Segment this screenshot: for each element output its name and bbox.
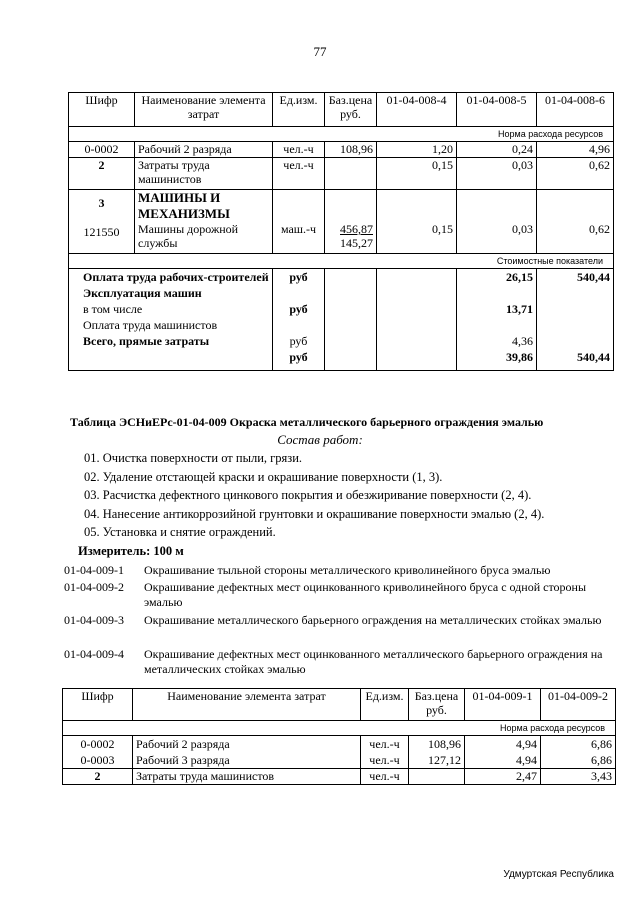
header-unit: Ед.изм. <box>361 689 409 721</box>
header-code: Шифр <box>63 689 133 721</box>
machines-value-1: 0,15 <box>432 222 453 236</box>
header-name: Наименование элемента затрат <box>133 689 361 721</box>
row-code: 2 <box>63 769 133 785</box>
header-col3: 01-04-008-6 <box>537 93 614 127</box>
cost-value-labor: 26,15 <box>506 270 533 284</box>
cost-unit-operators: руб <box>289 334 308 348</box>
machines-title: МАШИНЫ И МЕХАНИЗМЫ <box>138 190 230 221</box>
row-value-2: 3,43 <box>541 769 616 785</box>
row-code: 0-0002 <box>80 737 115 751</box>
header-base-price: Баз.цена руб. <box>325 93 377 127</box>
work-item: 03. Расчистка дефектного цинкового покрытия и обезжиривание поверхности (2, 4). <box>84 488 532 502</box>
header-col1: 01-04-009-1 <box>465 689 541 721</box>
work-item: 02. Удаление отстающей краски и окрашивание поверхности (1, 3). <box>84 470 443 484</box>
row-price <box>325 158 377 190</box>
row-value-1: 4,94 <box>516 753 537 767</box>
row-value-1: 0,15 <box>377 158 457 190</box>
row-unit: чел.-ч <box>273 142 325 158</box>
row-unit: чел.-ч <box>273 158 325 190</box>
table-title: Таблица ЭСНиЕРс-01-04-009 Окраска металлического барьерного ограждения эмалью <box>70 415 544 429</box>
row-price <box>409 769 465 785</box>
row-value-3: 0,62 <box>537 158 614 190</box>
table-header-row <box>69 93 614 127</box>
machines-price-1: 456,87 <box>340 222 373 236</box>
header-base-price: Баз.цена руб. <box>409 689 465 721</box>
item-code: 01-04-009-1 <box>64 563 124 577</box>
item-entry <box>64 647 614 677</box>
item-entry <box>64 613 614 628</box>
item-code: 01-04-009-4 <box>64 647 124 661</box>
cost-unit-labor: руб <box>289 270 308 284</box>
header-name: Наименование элемента затрат <box>135 93 273 127</box>
item-text: Окрашивание дефектных мест оцинкованного металлического барьерного ограждения на металлических стойках эмалью <box>144 647 603 676</box>
cost-value-total-col3: 540,44 <box>577 350 610 364</box>
works-heading: Состав работ: <box>277 432 363 447</box>
work-item: 04. Нанесение антикоррозийной грунтовки и окрашивание поверхности эмалью (2, 4). <box>84 507 545 521</box>
item-code: 01-04-009-3 <box>64 613 124 627</box>
cost-unit-total: руб <box>289 350 308 364</box>
cost-value-machines: 13,71 <box>506 302 533 316</box>
item-code: 01-04-009-2 <box>64 580 124 594</box>
table-header-row <box>63 689 616 721</box>
item-entry <box>64 580 614 610</box>
cost-name-total: Всего, прямые затраты <box>83 334 210 348</box>
machines-value-2: 0,03 <box>512 222 533 236</box>
row-value-1: 4,94 <box>516 737 537 751</box>
cost-label-row <box>69 254 614 269</box>
resource-table-01-04-009 <box>62 688 616 785</box>
row-unit: чел.-ч <box>369 737 400 751</box>
cost-name-including: в том числе <box>83 302 143 316</box>
row-unit: чел.-ч <box>369 753 400 767</box>
machines-value-3: 0,62 <box>589 222 610 236</box>
row-value-2: 0,03 <box>457 158 537 190</box>
item-text: Окрашивание тыльной стороны металлического криволинейного бруса эмалью <box>144 563 551 577</box>
row-name: Рабочий 3 разряда <box>136 753 230 767</box>
page-number: 77 <box>313 44 327 59</box>
cost-name-machines: Эксплуатация машин <box>83 286 202 300</box>
item-text: Окрашивание металлического барьерного ограждения на металлических стойках эмалью <box>144 613 602 627</box>
row-value-2: 6,86 <box>591 737 612 751</box>
table-row <box>69 142 614 158</box>
header-col1: 01-04-008-4 <box>377 93 457 127</box>
row-price: 108,96 <box>428 737 461 751</box>
row-price: 127,12 <box>428 753 461 767</box>
norm-label-row <box>63 721 616 736</box>
row-value-1: 2,47 <box>465 769 541 785</box>
header-code: Шифр <box>69 93 135 127</box>
table-row <box>69 158 614 190</box>
cost-name-labor: Оплата труда рабочих-строителей <box>83 270 269 284</box>
cost-value-total: 39,86 <box>506 350 533 364</box>
row-value-2: 0,24 <box>457 142 537 158</box>
cost-block <box>69 269 614 371</box>
row-name: Затраты труда машинистов <box>135 158 273 190</box>
cost-name-operators: Оплата труда машинистов <box>83 318 218 332</box>
cost-value-operators: 4,36 <box>512 334 533 348</box>
row-code: 0-0003 <box>80 753 115 767</box>
machines-price-2: 145,27 <box>340 236 373 250</box>
row-unit: чел.-ч <box>361 769 409 785</box>
norm-label-row <box>69 127 614 142</box>
item-text: Окрашивание дефектных мест оцинкованного криволинейного бруса с одной стороны эмалью <box>144 580 587 609</box>
row-name: Рабочий 2 разряда <box>135 142 273 158</box>
footer-region: Удмуртская Республика <box>503 869 614 880</box>
cost-value-labor-col3: 540,44 <box>577 270 610 284</box>
table-row-group <box>63 736 616 769</box>
resource-table-01-04-008 <box>68 92 614 371</box>
meter-label: Измеритель: 100 м <box>78 544 184 558</box>
row-price: 108,96 <box>325 142 377 158</box>
machines-unit: маш.-ч <box>280 222 317 236</box>
cost-unit-machines: руб <box>289 302 308 316</box>
row-name: Затраты труда машинистов <box>133 769 361 785</box>
norm-label: Норма расхода ресурсов <box>63 721 616 736</box>
machines-row <box>69 190 614 254</box>
row-code: 0-0002 <box>69 142 135 158</box>
row-code: 2 <box>69 158 135 190</box>
header-unit: Ед.изм. <box>273 93 325 127</box>
cost-label: Стоимостные показатели <box>69 254 614 269</box>
work-item: 05. Установка и снятие ограждений. <box>84 525 276 539</box>
header-col2: 01-04-009-2 <box>541 689 616 721</box>
table-row <box>63 769 616 785</box>
work-item: 01. Очистка поверхности от пыли, грязи. <box>84 451 303 465</box>
row-value-1: 1,20 <box>377 142 457 158</box>
machines-code: 3 <box>98 196 105 210</box>
header-col2: 01-04-008-5 <box>457 93 537 127</box>
row-name: Рабочий 2 разряда <box>136 737 230 751</box>
row-value-2: 6,86 <box>591 753 612 767</box>
row-value-3: 4,96 <box>537 142 614 158</box>
machines-sub-name: Машины дорожной службы <box>138 222 239 250</box>
norm-label: Норма расхода ресурсов <box>69 127 614 142</box>
machines-sub-code: 121550 <box>83 225 120 239</box>
item-entry <box>64 563 614 578</box>
